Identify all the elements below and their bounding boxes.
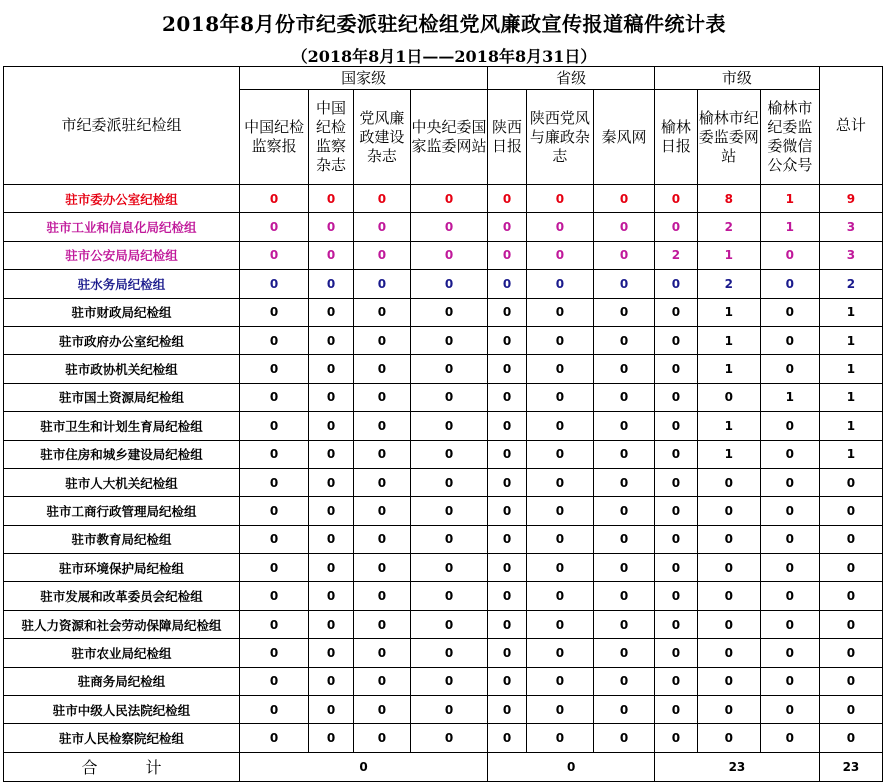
cell-value: 1 <box>760 383 819 411</box>
totals-row <box>4 752 883 781</box>
cell-value: 0 <box>410 270 487 298</box>
cell-value: 0 <box>760 497 819 525</box>
cell-value: 0 <box>655 412 698 440</box>
cell-value: 0 <box>760 440 819 468</box>
cell-value: 0 <box>655 298 698 326</box>
cell-value: 0 <box>593 383 654 411</box>
row-total: 1 <box>819 412 882 440</box>
row-total: 0 <box>819 696 882 724</box>
cell-value: 0 <box>240 468 309 496</box>
cell-value: 2 <box>655 241 698 269</box>
cell-value: 0 <box>309 639 354 667</box>
col-header: 中央纪委国家监委网站 <box>410 90 487 185</box>
row-total: 0 <box>819 554 882 582</box>
totals-grand: 23 <box>819 752 882 781</box>
row-name: 驻市卫生和计划生育局纪检组 <box>4 412 240 440</box>
row-name: 驻市中级人民法院纪检组 <box>4 696 240 724</box>
cell-value: 0 <box>240 298 309 326</box>
cell-value: 1 <box>697 241 760 269</box>
cell-value: 0 <box>353 554 410 582</box>
row-total: 1 <box>819 383 882 411</box>
cell-value: 0 <box>760 610 819 638</box>
statistics-table <box>3 66 883 782</box>
cell-value: 0 <box>526 497 593 525</box>
table-row <box>4 667 883 695</box>
cell-value: 0 <box>309 326 354 354</box>
cell-value: 0 <box>697 724 760 752</box>
cell-value: 0 <box>353 326 410 354</box>
row-name: 驻市财政局纪检组 <box>4 298 240 326</box>
cell-value: 0 <box>410 497 487 525</box>
cell-value: 0 <box>410 355 487 383</box>
cell-value: 0 <box>655 525 698 553</box>
row-name: 驻市委办公室纪检组 <box>4 185 240 213</box>
cell-value: 0 <box>697 525 760 553</box>
cell-value: 0 <box>593 724 654 752</box>
cell-value: 0 <box>488 554 527 582</box>
cell-value: 0 <box>593 185 654 213</box>
col-header: 党风廉政建设杂志 <box>353 90 410 185</box>
table-row <box>4 696 883 724</box>
cell-value: 0 <box>309 610 354 638</box>
cell-value: 0 <box>488 213 527 241</box>
row-name: 驻市工业和信息化局纪检组 <box>4 213 240 241</box>
cell-value: 0 <box>240 383 309 411</box>
cell-value: 0 <box>655 185 698 213</box>
cell-value: 1 <box>697 298 760 326</box>
cell-value: 0 <box>593 696 654 724</box>
cell-value: 0 <box>309 241 354 269</box>
cell-value: 1 <box>697 440 760 468</box>
cell-value: 0 <box>526 383 593 411</box>
cell-value: 0 <box>526 185 593 213</box>
cell-value: 0 <box>309 468 354 496</box>
cell-value: 0 <box>309 383 354 411</box>
cell-value: 0 <box>353 298 410 326</box>
cell-value: 0 <box>488 582 527 610</box>
table-row <box>4 610 883 638</box>
cell-value: 0 <box>353 525 410 553</box>
cell-value: 0 <box>655 383 698 411</box>
col-header: 中国纪检监察杂志 <box>309 90 354 185</box>
cell-value: 0 <box>760 525 819 553</box>
cell-value: 0 <box>488 241 527 269</box>
table-row <box>4 497 883 525</box>
cell-value: 0 <box>410 440 487 468</box>
row-name: 驻市公安局局纪检组 <box>4 241 240 269</box>
row-name: 驻市住房和城乡建设局纪检组 <box>4 440 240 468</box>
cell-value: 0 <box>353 724 410 752</box>
row-name: 驻市环境保护局纪检组 <box>4 554 240 582</box>
cell-value: 0 <box>488 270 527 298</box>
cell-value: 0 <box>353 412 410 440</box>
cell-value: 0 <box>353 383 410 411</box>
row-name: 驻市人大机关纪检组 <box>4 468 240 496</box>
cell-value: 0 <box>309 270 354 298</box>
cell-value: 1 <box>697 412 760 440</box>
row-name: 驻商务局纪检组 <box>4 667 240 695</box>
cell-value: 0 <box>309 213 354 241</box>
row-total: 0 <box>819 525 882 553</box>
cell-value: 0 <box>760 412 819 440</box>
cell-value: 0 <box>697 383 760 411</box>
cell-value: 0 <box>240 440 309 468</box>
table-row <box>4 298 883 326</box>
cell-value: 0 <box>760 639 819 667</box>
cell-value: 0 <box>240 582 309 610</box>
cell-value: 0 <box>488 440 527 468</box>
page-subtitle: （2018年8月1日——2018年8月31日） <box>291 47 597 66</box>
cell-value: 0 <box>353 468 410 496</box>
cell-value: 0 <box>697 667 760 695</box>
cell-value: 0 <box>309 412 354 440</box>
row-name: 驻人力资源和社会劳动保障局纪检组 <box>4 610 240 638</box>
cell-value: 0 <box>593 639 654 667</box>
cell-value: 0 <box>240 213 309 241</box>
cell-value: 0 <box>655 440 698 468</box>
cell-value: 0 <box>309 582 354 610</box>
cell-value: 2 <box>697 213 760 241</box>
cell-value: 0 <box>309 298 354 326</box>
cell-value: 0 <box>240 497 309 525</box>
group-national: 国家级 <box>240 67 488 90</box>
cell-value: 0 <box>240 326 309 354</box>
cell-value: 0 <box>410 468 487 496</box>
row-total: 0 <box>819 610 882 638</box>
cell-value: 0 <box>760 667 819 695</box>
cell-value: 0 <box>410 667 487 695</box>
cell-value: 0 <box>488 355 527 383</box>
cell-value: 0 <box>526 582 593 610</box>
cell-value: 0 <box>488 497 527 525</box>
cell-value: 0 <box>526 355 593 383</box>
cell-value: 0 <box>593 468 654 496</box>
cell-value: 0 <box>309 497 354 525</box>
cell-value: 0 <box>655 610 698 638</box>
col-header: 榆林市纪委监委网站 <box>697 90 760 185</box>
table-row <box>4 582 883 610</box>
cell-value: 0 <box>526 724 593 752</box>
row-total: 1 <box>819 298 882 326</box>
cell-value: 0 <box>593 213 654 241</box>
row-total: 3 <box>819 213 882 241</box>
row-total: 9 <box>819 185 882 213</box>
row-total: 3 <box>819 241 882 269</box>
cell-value: 0 <box>697 639 760 667</box>
cell-value: 0 <box>353 610 410 638</box>
cell-value: 0 <box>353 497 410 525</box>
cell-value: 0 <box>526 696 593 724</box>
cell-value: 0 <box>697 610 760 638</box>
cell-value: 0 <box>760 468 819 496</box>
cell-value: 0 <box>410 610 487 638</box>
cell-value: 0 <box>593 412 654 440</box>
cell-value: 0 <box>655 696 698 724</box>
table-row <box>4 383 883 411</box>
cell-value: 0 <box>526 554 593 582</box>
col-header: 陕西日报 <box>488 90 527 185</box>
row-name: 驻市发展和改革委员会纪检组 <box>4 582 240 610</box>
table-row <box>4 724 883 752</box>
col-header: 榆林市纪委监委微信公众号 <box>760 90 819 185</box>
cell-value: 0 <box>353 241 410 269</box>
cell-value: 0 <box>488 412 527 440</box>
cell-value: 0 <box>593 241 654 269</box>
row-total: 0 <box>819 639 882 667</box>
cell-value: 0 <box>697 468 760 496</box>
cell-value: 0 <box>488 383 527 411</box>
cell-value: 0 <box>240 554 309 582</box>
cell-value: 0 <box>655 724 698 752</box>
cell-value: 0 <box>240 412 309 440</box>
cell-value: 0 <box>353 355 410 383</box>
cell-value: 0 <box>655 213 698 241</box>
cell-value: 0 <box>410 639 487 667</box>
cell-value: 0 <box>488 326 527 354</box>
total-header: 总计 <box>819 67 882 185</box>
row-total: 2 <box>819 270 882 298</box>
cell-value: 0 <box>655 639 698 667</box>
cell-value: 0 <box>760 554 819 582</box>
cell-value: 0 <box>240 241 309 269</box>
row-name: 驻市国土资源局纪检组 <box>4 383 240 411</box>
cell-value: 0 <box>488 468 527 496</box>
cell-value: 0 <box>655 554 698 582</box>
cell-value: 0 <box>410 696 487 724</box>
table-row <box>4 639 883 667</box>
cell-value: 0 <box>593 610 654 638</box>
row-name: 驻市政协机关纪检组 <box>4 355 240 383</box>
cell-value: 0 <box>488 298 527 326</box>
cell-value: 0 <box>593 667 654 695</box>
table-row <box>4 213 883 241</box>
cell-value: 0 <box>526 241 593 269</box>
row-name: 驻市工商行政管理局纪检组 <box>4 497 240 525</box>
table-row <box>4 241 883 269</box>
cell-value: 0 <box>760 270 819 298</box>
table-row <box>4 185 883 213</box>
cell-value: 0 <box>309 724 354 752</box>
cell-value: 0 <box>526 270 593 298</box>
cell-value: 0 <box>410 383 487 411</box>
cell-value: 0 <box>697 554 760 582</box>
cell-value: 0 <box>760 724 819 752</box>
cell-value: 0 <box>526 610 593 638</box>
totals-national: 0 <box>240 752 488 781</box>
cell-value: 0 <box>240 525 309 553</box>
row-name: 驻市人民检察院纪检组 <box>4 724 240 752</box>
row-name: 驻市政府办公室纪检组 <box>4 326 240 354</box>
cell-value: 1 <box>697 326 760 354</box>
cell-value: 0 <box>655 468 698 496</box>
cell-value: 0 <box>593 355 654 383</box>
cell-value: 0 <box>526 468 593 496</box>
cell-value: 0 <box>240 724 309 752</box>
group-provincial: 省级 <box>488 67 655 90</box>
cell-value: 0 <box>410 412 487 440</box>
table-row <box>4 440 883 468</box>
cell-value: 1 <box>697 355 760 383</box>
row-name: 驻市农业局纪检组 <box>4 639 240 667</box>
cell-value: 0 <box>410 582 487 610</box>
cell-value: 2 <box>697 270 760 298</box>
cell-value: 0 <box>488 185 527 213</box>
cell-value: 0 <box>240 610 309 638</box>
cell-value: 0 <box>410 724 487 752</box>
cell-value: 0 <box>240 270 309 298</box>
cell-value: 0 <box>309 696 354 724</box>
cell-value: 0 <box>526 440 593 468</box>
table-row <box>4 412 883 440</box>
cell-value: 0 <box>593 554 654 582</box>
table-body <box>4 185 883 753</box>
cell-value: 0 <box>240 639 309 667</box>
cell-value: 0 <box>655 667 698 695</box>
cell-value: 0 <box>655 582 698 610</box>
totals-label: 合 计 <box>4 752 240 781</box>
cell-value: 0 <box>309 525 354 553</box>
cell-value: 0 <box>593 326 654 354</box>
cell-value: 1 <box>760 213 819 241</box>
row-total: 0 <box>819 468 882 496</box>
cell-value: 0 <box>655 497 698 525</box>
row-total: 0 <box>819 724 882 752</box>
cell-value: 0 <box>697 497 760 525</box>
cell-value: 0 <box>309 667 354 695</box>
cell-value: 0 <box>526 213 593 241</box>
cell-value: 0 <box>240 667 309 695</box>
cell-value: 0 <box>526 639 593 667</box>
cell-value: 0 <box>593 440 654 468</box>
cell-value: 0 <box>488 525 527 553</box>
cell-value: 0 <box>353 639 410 667</box>
cell-value: 0 <box>697 582 760 610</box>
row-total: 0 <box>819 667 882 695</box>
totals-provincial: 0 <box>488 752 655 781</box>
table-row <box>4 468 883 496</box>
cell-value: 1 <box>760 185 819 213</box>
cell-value: 0 <box>697 696 760 724</box>
row-name: 驻水务局纪检组 <box>4 270 240 298</box>
row-total: 1 <box>819 355 882 383</box>
cell-value: 0 <box>760 298 819 326</box>
cell-value: 0 <box>353 582 410 610</box>
cell-value: 0 <box>760 241 819 269</box>
cell-value: 0 <box>353 667 410 695</box>
table-row <box>4 525 883 553</box>
cell-value: 0 <box>526 667 593 695</box>
cell-value: 0 <box>488 724 527 752</box>
cell-value: 0 <box>488 639 527 667</box>
col-header: 秦风网 <box>593 90 654 185</box>
row-name: 驻市教育局纪检组 <box>4 525 240 553</box>
cell-value: 0 <box>526 298 593 326</box>
cell-value: 0 <box>410 525 487 553</box>
cell-value: 0 <box>526 326 593 354</box>
cell-value: 0 <box>353 270 410 298</box>
cell-value: 0 <box>655 355 698 383</box>
cell-value: 0 <box>488 667 527 695</box>
row-total: 1 <box>819 326 882 354</box>
cell-value: 0 <box>488 696 527 724</box>
cell-value: 0 <box>240 355 309 383</box>
cell-value: 0 <box>760 326 819 354</box>
cell-value: 0 <box>593 270 654 298</box>
cell-value: 0 <box>410 185 487 213</box>
col-header: 陕西党风与廉政杂志 <box>526 90 593 185</box>
page-title: 2018年8月份市纪委派驻纪检组党风廉政宣传报道稿件统计表 <box>161 12 727 36</box>
cell-value: 0 <box>760 696 819 724</box>
cell-value: 0 <box>593 582 654 610</box>
cell-value: 0 <box>309 185 354 213</box>
col-header: 中国纪检监察报 <box>240 90 309 185</box>
cell-value: 0 <box>353 696 410 724</box>
table-row <box>4 326 883 354</box>
cell-value: 0 <box>760 582 819 610</box>
row-header-cell: 市纪委派驻纪检组 <box>4 67 240 185</box>
row-total: 1 <box>819 440 882 468</box>
cell-value: 0 <box>410 554 487 582</box>
cell-value: 0 <box>353 213 410 241</box>
cell-value: 0 <box>240 185 309 213</box>
cell-value: 0 <box>593 525 654 553</box>
cell-value: 0 <box>309 440 354 468</box>
table-row <box>4 270 883 298</box>
cell-value: 0 <box>760 355 819 383</box>
cell-value: 0 <box>593 298 654 326</box>
cell-value: 0 <box>410 213 487 241</box>
cell-value: 0 <box>309 554 354 582</box>
cell-value: 0 <box>526 412 593 440</box>
cell-value: 0 <box>353 185 410 213</box>
table-row <box>4 554 883 582</box>
totals-city: 23 <box>655 752 820 781</box>
cell-value: 0 <box>655 326 698 354</box>
cell-value: 0 <box>410 241 487 269</box>
row-total: 0 <box>819 497 882 525</box>
cell-value: 0 <box>410 298 487 326</box>
col-header: 榆林日报 <box>655 90 698 185</box>
group-city: 市级 <box>655 67 820 90</box>
cell-value: 0 <box>240 696 309 724</box>
cell-value: 0 <box>526 525 593 553</box>
cell-value: 0 <box>309 355 354 383</box>
cell-value: 0 <box>655 270 698 298</box>
cell-value: 0 <box>353 440 410 468</box>
cell-value: 0 <box>593 497 654 525</box>
cell-value: 0 <box>488 610 527 638</box>
row-total: 0 <box>819 582 882 610</box>
cell-value: 0 <box>410 326 487 354</box>
table-row <box>4 355 883 383</box>
cell-value: 8 <box>697 185 760 213</box>
